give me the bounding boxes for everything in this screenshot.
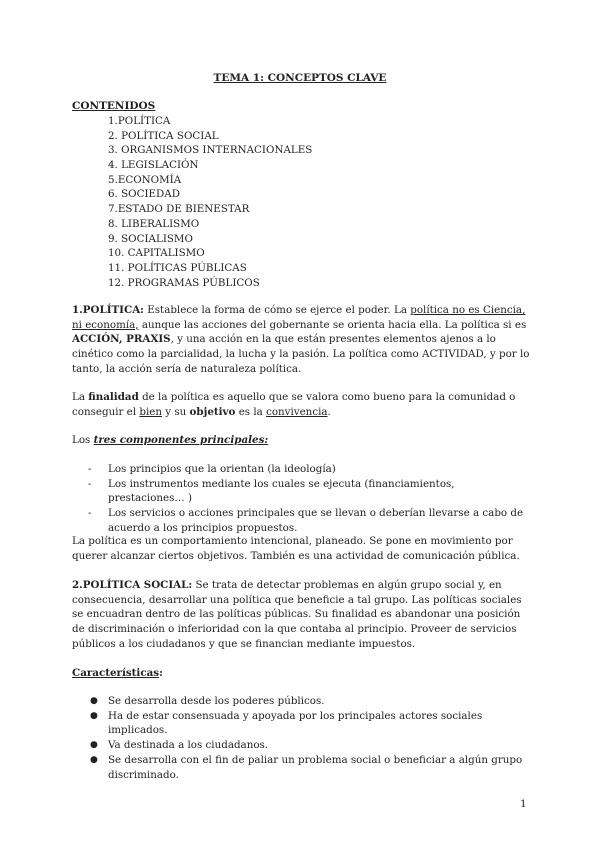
politica-paragraph-4: La política es un comportamiento intencional, planeado. Se pone en movimiento por querer alcanzar ciertos objetivos. También es una actividad de comunicación pública.	[72, 535, 520, 562]
bullet-marker: ●	[90, 740, 98, 751]
list-item-text: Va destinada a los ciudadanos.	[108, 739, 269, 752]
list-item	[88, 462, 528, 477]
document-title: TEMA 1: CONCEPTOS CLAVE	[213, 72, 387, 84]
dash-marker: -	[88, 507, 92, 520]
contents-item: 9. SOCIALISMO	[108, 232, 193, 245]
bold-text: finalidad	[88, 391, 139, 403]
caracteristicas-heading-line	[72, 666, 532, 681]
text-run: aunque las acciones del gobernante se orienta hacia ella. La política si es	[138, 318, 527, 331]
list-item	[88, 738, 528, 753]
text-run: Se trata de detectar problemas en algún grupo social y, en consecuencia, desarrollar una política que beneficie a tal grupo. Las políticas sociales se encuadran dentro de las políticas públicas. Su finalidad es abandonar una posición de discriminación o inferioridad con la que contaba al principio. Proveer de servicios públicos a los ciudadanos y que se financian mediante impuestos.	[72, 579, 522, 650]
text-run: de la política es aquello que se valora como bueno para la comunidad o conseguir el	[72, 391, 516, 418]
text-run: y su	[161, 405, 190, 418]
text-run: :	[159, 667, 163, 679]
list-item	[88, 709, 528, 738]
contents-item: 1.POLÍTICA	[108, 115, 171, 127]
contents-item: 2. POLÍTICA SOCIAL	[108, 129, 219, 142]
contents-item: 11. POLÍTICAS PÚBLICAS	[108, 261, 247, 274]
caracteristicas-list	[88, 694, 528, 782]
dash-marker: -	[88, 463, 92, 475]
contents-item: 12. PROGRAMAS PÚBLICOS	[108, 276, 260, 289]
politica-social-heading: 2.POLÍTICA SOCIAL:	[72, 579, 193, 591]
list-item	[88, 694, 528, 709]
caracteristicas-heading: Características	[72, 667, 160, 679]
text-run: es la	[235, 405, 267, 418]
page-number: 1	[520, 798, 527, 810]
dash-marker: -	[88, 477, 92, 490]
text-run: La	[72, 391, 89, 403]
contents-item: 7.ESTADO DE BIENESTAR	[108, 203, 250, 216]
bullet-marker: ●	[90, 754, 98, 765]
list-item	[88, 506, 528, 535]
text-run: Establece la forma de cómo se ejerce el poder. La	[143, 304, 411, 316]
text-run: , y una acción en la que están presentes elementos ajenos a lo cinético como la parcialidad, la lucha y la pasión. La política como ACTIVIDAD, y por lo tanto, la acción sería de naturaleza política.	[72, 333, 530, 375]
politica-heading: 1.POLÍTICA:	[72, 304, 144, 316]
underlined-text: política no es Ciencia, ni economía,	[72, 304, 526, 331]
contents-item: 5.ECONOMÍA	[108, 173, 182, 186]
contents-heading: CONTENIDOS	[72, 100, 156, 112]
componentes-intro	[72, 433, 532, 448]
underlined-text: convivencia	[266, 405, 328, 418]
list-item	[88, 753, 528, 782]
componentes-list	[88, 462, 528, 536]
contents-item: 10. CAPITALISMO	[108, 247, 205, 260]
contents-list	[108, 114, 312, 290]
contents-item: 6. SOCIEDAD	[108, 188, 181, 201]
componentes-heading: tres componentes principales:	[93, 434, 269, 446]
politica-paragraph-2	[72, 390, 532, 419]
underlined-text: bien	[139, 405, 162, 418]
list-item-text: Los principios que la orientan (la ideología)	[108, 463, 336, 475]
politica-social-paragraph	[72, 578, 532, 652]
contents-item: 4. LEGISLACIÓN	[108, 159, 199, 172]
contents-item: 8. LIBERALISMO	[108, 217, 200, 230]
bold-text: objetivo	[189, 405, 236, 418]
politica-paragraph-1	[72, 303, 532, 377]
bullet-marker: ●	[90, 696, 98, 706]
list-item-text: Se desarrolla con el fin de paliar un problema social o beneficiar a algún grupo discriminado.	[108, 753, 523, 781]
list-item-text: Los instrumentos mediante los cuales se ejecuta (financiamientos, prestaciones… )	[108, 477, 455, 505]
list-item-text: Ha de estar consensuada y apoyada por los principales actores sociales implicados.	[108, 709, 483, 737]
list-item-text: Se desarrolla desde los poderes públicos.	[108, 695, 325, 707]
bold-text: ACCIÓN, PRAXIS	[72, 333, 171, 346]
text-run: .	[327, 405, 331, 418]
contents-item: 3. ORGANISMOS INTERNACIONALES	[108, 144, 313, 157]
list-item	[88, 477, 528, 506]
list-item-text: Los servicios o acciones principales que se llevan o deberían llevarse a cabo de acuerdo a los principios propuestos.	[108, 507, 524, 534]
bullet-marker: ●	[90, 710, 98, 721]
text-run: Los	[72, 434, 94, 446]
